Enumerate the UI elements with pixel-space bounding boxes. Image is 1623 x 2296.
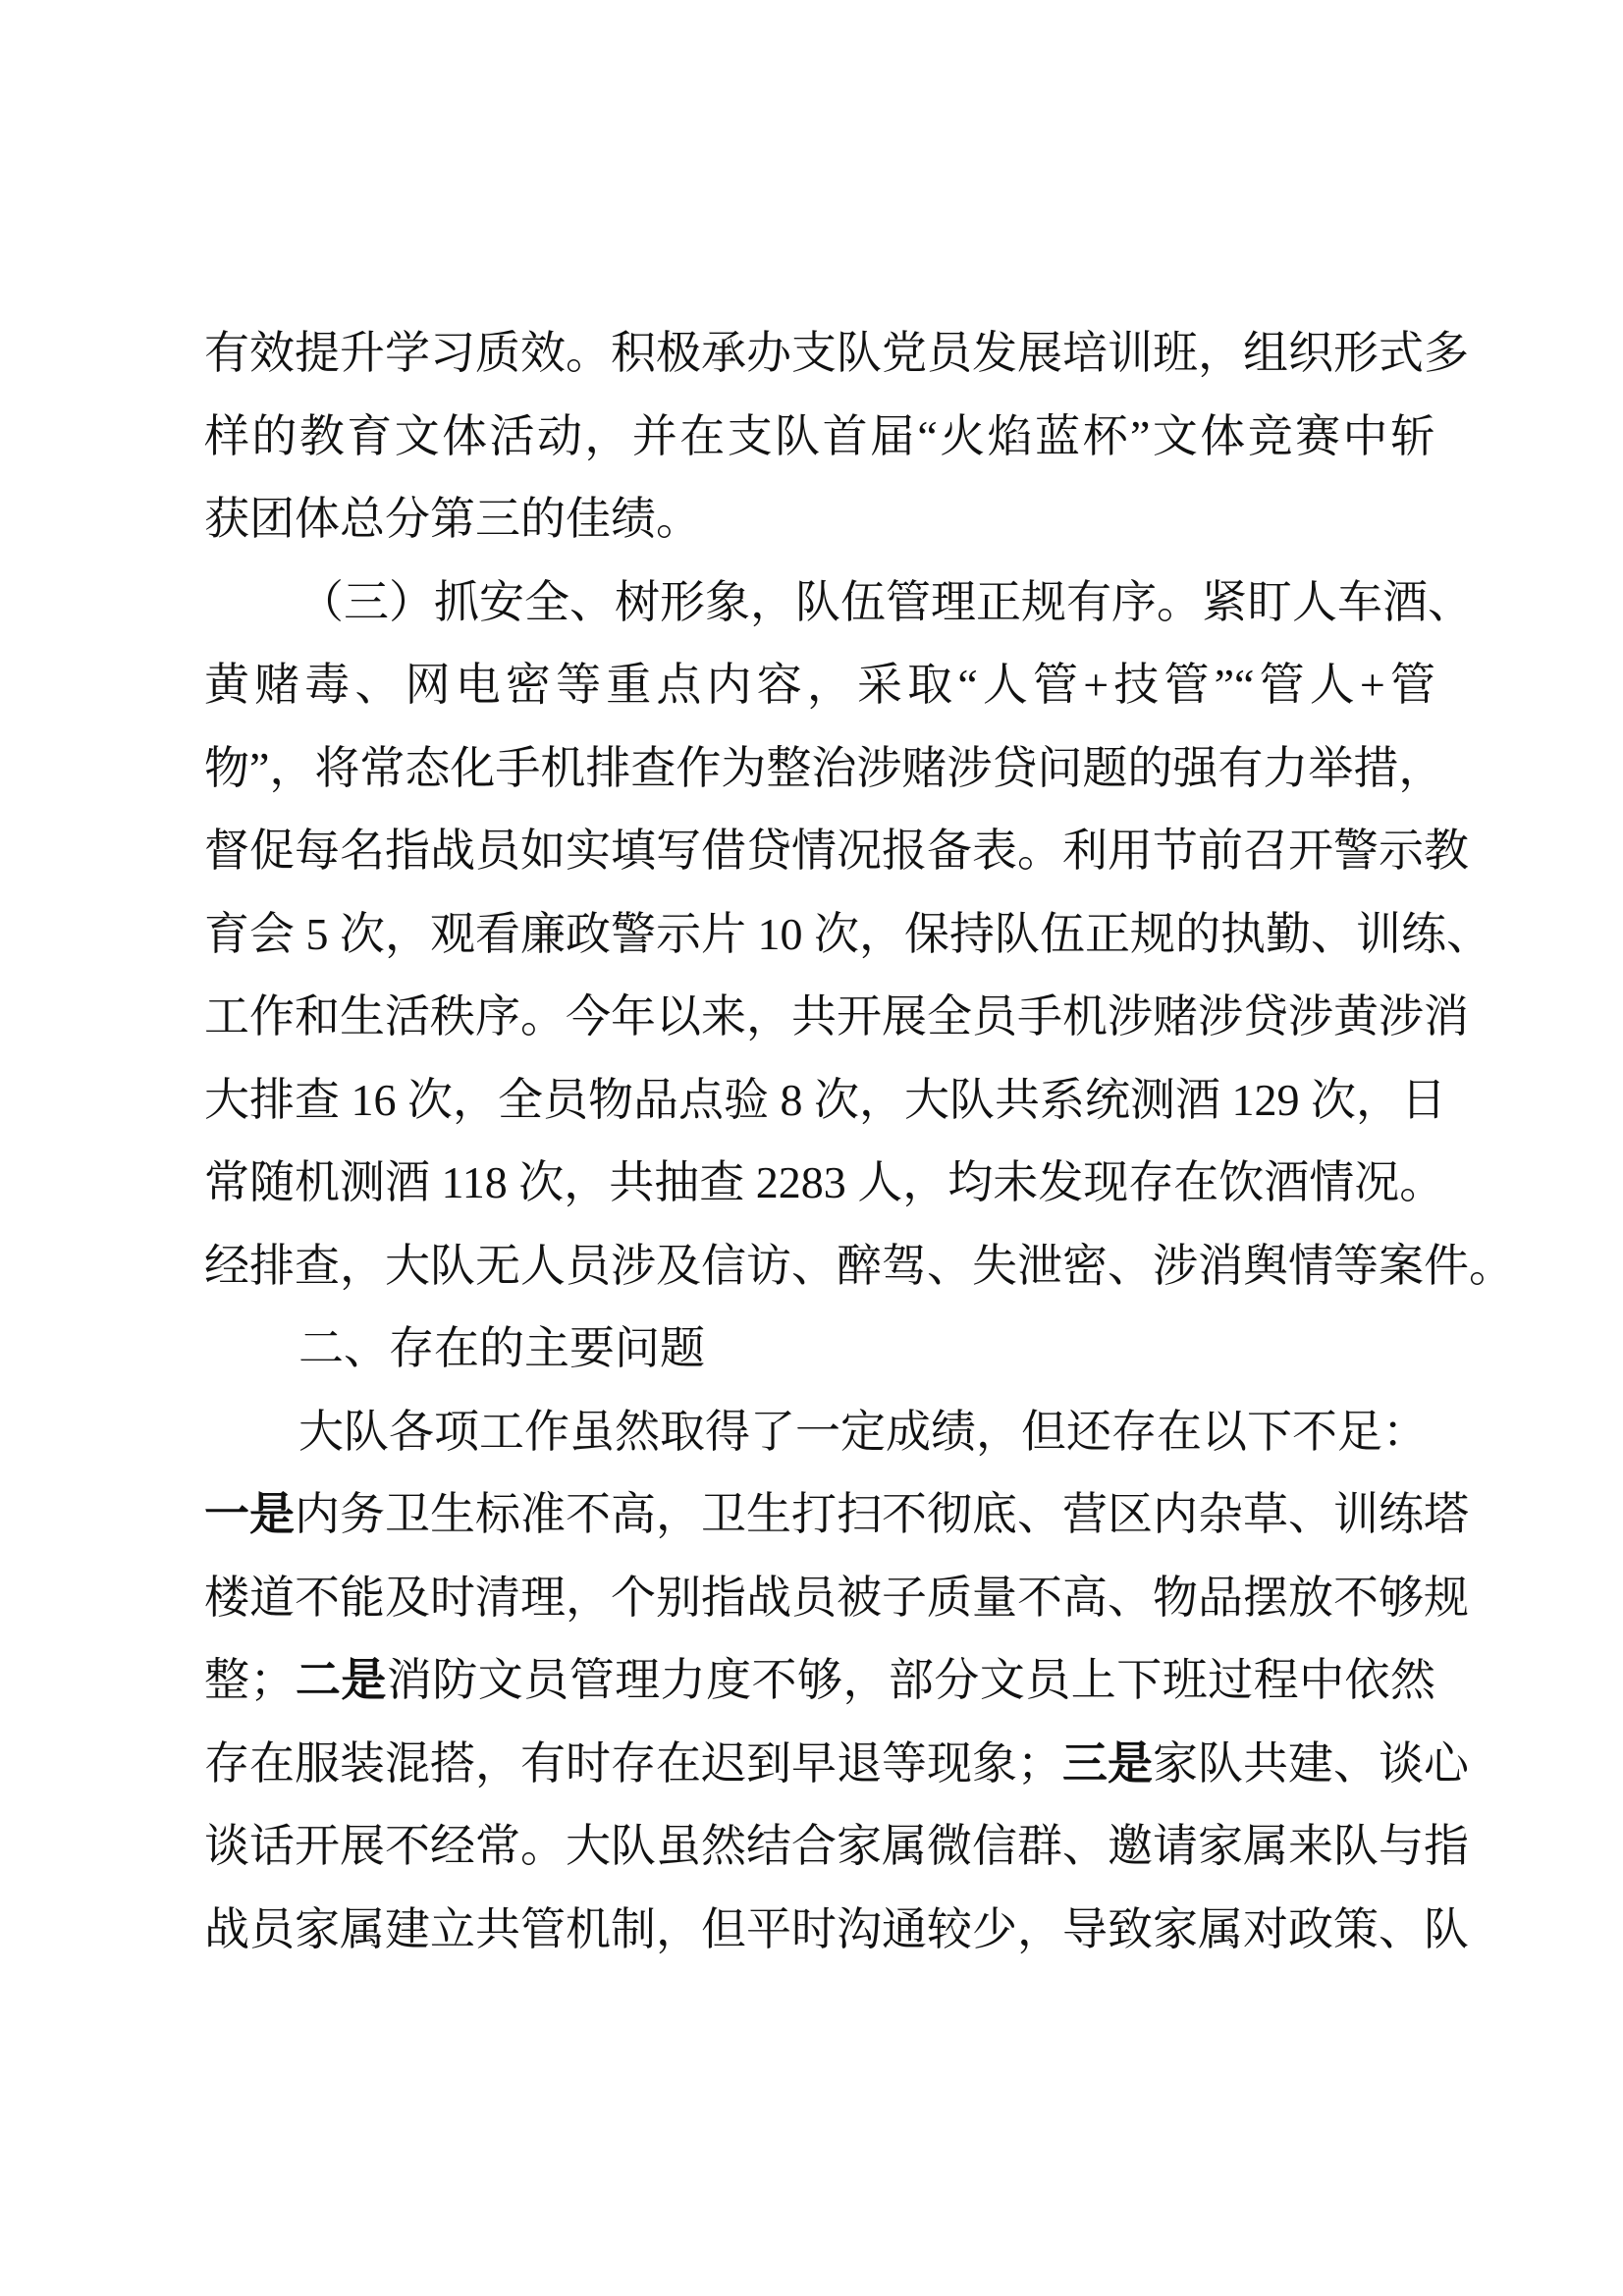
text-segment: 有效提升学习质效。积极承办支队党员发展培训班，组织形式多 xyxy=(204,328,1469,378)
text-segment: 消防文员管理力度不够，部分文员上下班过程中依然 xyxy=(386,1655,1436,1705)
text-line xyxy=(204,1723,1469,1806)
text-segment: 获团体总分第三的佳绩。 xyxy=(204,494,701,544)
text-line xyxy=(204,1557,1469,1640)
text-line xyxy=(204,1142,1445,1225)
text-segment: 样的教育文体活动，并在支队首届“火焰蓝杯”文体竞赛中斩 xyxy=(204,410,1435,461)
text-segment: 督促每名指战员如实填写借贷情况报备表。利用节前召开警示教 xyxy=(204,826,1469,876)
text-segment: 大队各项工作虽然取得了一定成绩，但还存在以下不足： xyxy=(298,1406,1428,1457)
text-line xyxy=(204,644,1435,727)
text-line xyxy=(204,1391,1435,1474)
text-line xyxy=(204,976,1469,1059)
text-segment: 楼道不能及时清理，个别指战员被子质量不高、物品摆放不够规 xyxy=(204,1572,1469,1623)
bold-lead-phrase: 三是 xyxy=(1062,1737,1153,1789)
text-line xyxy=(204,1473,1469,1557)
text-segment: 内务卫生标准不高，卫生打扫不彻底、营区内杂草、训练塔 xyxy=(295,1489,1469,1539)
text-segment: 整； xyxy=(204,1655,296,1705)
text-segment: 战员家属建立共管机制，但平时沟通较少，导致家属对政策、队 xyxy=(204,1903,1469,1954)
text-segment: 大排查 16 次，全员物品点验 8 次，大队共系统测酒 129 次，日 xyxy=(204,1074,1446,1125)
text-segment: 存在服装混搭，有时存在迟到早退等现象； xyxy=(204,1737,1062,1789)
document-body xyxy=(204,312,1514,1971)
text-line xyxy=(204,1059,1446,1143)
text-line xyxy=(204,893,1491,977)
text-segment: 工作和生活秩序。今年以来，共开展全员手机涉赌涉贷涉黄涉消 xyxy=(204,991,1469,1041)
text-line xyxy=(204,727,1444,811)
text-line xyxy=(204,561,1473,645)
text-line xyxy=(204,810,1469,893)
text-segment: 常随机测酒 118 次，共抽查 2283 人，均未发现存在饮酒情况。 xyxy=(204,1157,1445,1207)
bold-lead-phrase: 一是 xyxy=(204,1489,295,1539)
text-line xyxy=(204,312,1469,396)
text-segment: 经排查，大队无人员涉及信访、醉驾、失泄密、涉消舆情等案件。 xyxy=(204,1240,1514,1291)
text-segment: 谈话开展不经常。大队虽然结合家属微信群、邀请家属来队与指 xyxy=(204,1821,1469,1871)
text-segment: 家队共建、谈心 xyxy=(1153,1737,1469,1789)
text-line xyxy=(204,1805,1469,1889)
text-segment: 育会 5 次，观看廉政警示片 10 次，保持队伍正规的执勤、训练、 xyxy=(204,908,1491,959)
text-segment: 黄赌毒、网电密等重点内容，采取“人管+技管”“管人+管 xyxy=(204,660,1435,710)
text-segment: （三）抓安全、树形象，队伍管理正规有序。紧盯人车酒、 xyxy=(298,576,1473,627)
text-line xyxy=(204,1639,1435,1723)
text-line xyxy=(204,1225,1514,1308)
text-segment: 二、存在的主要问题 xyxy=(298,1323,705,1373)
text-line xyxy=(204,478,1435,561)
text-line xyxy=(204,1889,1469,1972)
bold-lead-phrase: 二是 xyxy=(295,1655,387,1705)
text-segment: 物”，将常态化手机排查作为整治涉赌涉贷问题的强有力举措， xyxy=(204,742,1444,793)
section-heading xyxy=(204,1308,1435,1391)
text-line xyxy=(204,396,1435,479)
